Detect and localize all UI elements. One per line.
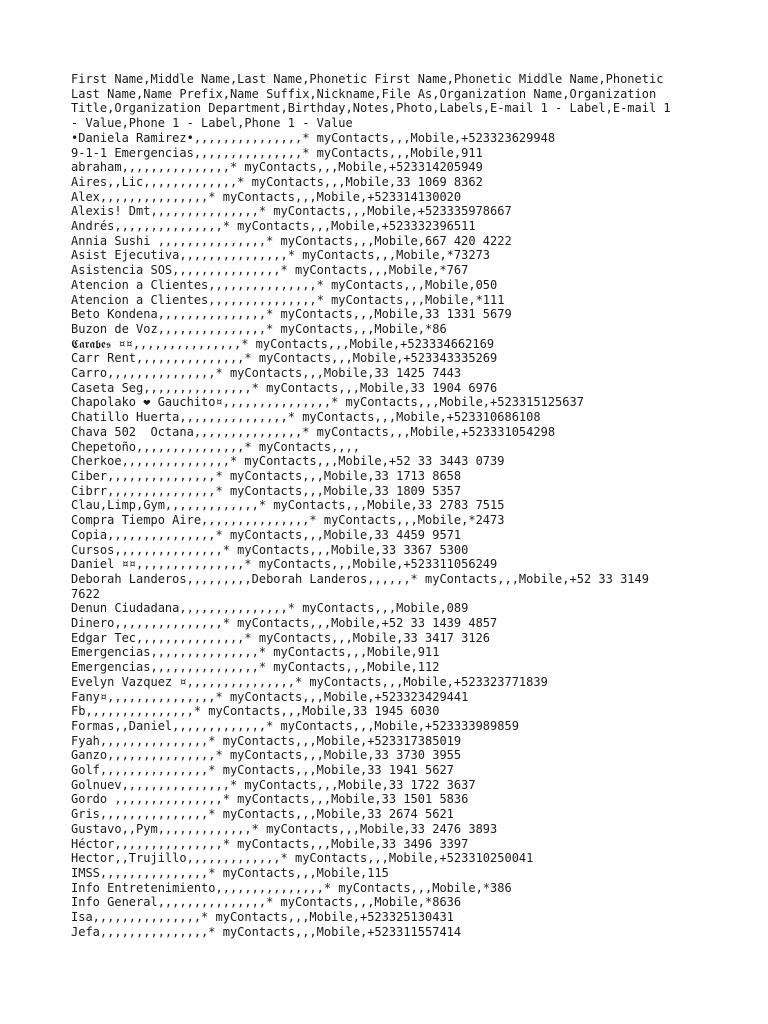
contact-row: Fyah,,,,,,,,,,,,,,,* myContacts,,,Mobile,+523317385019 [71,733,462,748]
header-line: - Value,Phone 1 - Label,Phone 1 - Value [71,116,353,131]
contact-row: Deborah Landeros,,,,,,,,,Deborah Landeros,,,,,,* myContacts,,,Mobile,+52 33 3149 [71,571,649,586]
csv-document [71,72,711,939]
contact-row: Fany¤,,,,,,,,,,,,,,,* myContacts,,,Mobile,+523323429441 [71,689,469,704]
contact-row: Formas,,Daniel,,,,,,,,,,,,,* myContacts,,,Mobile,+523333989859 [71,718,519,733]
contact-row: Buzon de Voz,,,,,,,,,,,,,,,* myContacts,,,Mobile,*86 [71,321,447,336]
contact-row: Denun Ciudadana,,,,,,,,,,,,,,,* myContacts,,,Mobile,089 [71,601,469,616]
contact-row: 9-1-1 Emergencias,,,,,,,,,,,,,,,* myContacts,,,Mobile,911 [71,145,483,160]
contact-row: Gordo ,,,,,,,,,,,,,,,* myContacts,,,Mobile,33 1501 5836 [71,792,469,807]
contact-row: Chapolako ❤ Gauchito¤,,,,,,,,,,,,,,,* myContacts,,,Mobile,+523315125637 [71,395,584,410]
csv-rows [71,131,711,940]
contact-row: Chepetoño,,,,,,,,,,,,,,,* myContacts,,,, [71,439,360,454]
contact-row: Alexis! Dmt,,,,,,,,,,,,,,,* myContacts,,,Mobile,+523335978667 [71,204,512,219]
contact-row: Cibrr,,,,,,,,,,,,,,,* myContacts,,,Mobile,33 1809 5357 [71,483,462,498]
contact-row: Atencion a Clientes,,,,,,,,,,,,,,,* myContacts,,,Mobile,050 [71,277,498,292]
contact-row: 𝕮𝖆𝖗𝖆𝖇𝖊𝖘 ¤¤,,,,,,,,,,,,,,,* myContacts,,,Mobile,+523334662169 [71,336,495,351]
contact-row: Aires,,Lic,,,,,,,,,,,,,* myContacts,,,Mobile,33 1069 8362 [71,174,483,189]
header-line: First Name,Middle Name,Last Name,Phonetic First Name,Phonetic Middle Name,Phonetic [71,72,664,86]
contact-row: Emergencias,,,,,,,,,,,,,,,* myContacts,,,Mobile,112 [71,660,440,675]
contact-row: Atencion a Clientes,,,,,,,,,,,,,,,* myContacts,,,Mobile,*111 [71,292,505,307]
contact-row: 7622 [71,586,100,601]
contact-row: Asistencia SOS,,,,,,,,,,,,,,,* myContacts,,,Mobile,*767 [71,263,469,278]
contact-row: Golnuev,,,,,,,,,,,,,,,* myContacts,,,Mobile,33 1722 3637 [71,777,476,792]
contact-row: Emergencias,,,,,,,,,,,,,,,* myContacts,,,Mobile,911 [71,645,440,660]
contact-row: Ciber,,,,,,,,,,,,,,,* myContacts,,,Mobile,33 1713 8658 [71,468,462,483]
contact-row: Evelyn Vazquez ¤,,,,,,,,,,,,,,,* myContacts,,,Mobile,+523323771839 [71,674,548,689]
contact-row: Andrés,,,,,,,,,,,,,,,* myContacts,,,Mobile,+523332396511 [71,219,476,234]
contact-row: Cherkoe,,,,,,,,,,,,,,,* myContacts,,,Mobile,+52 33 3443 0739 [71,454,505,469]
contact-row: Carro,,,,,,,,,,,,,,,* myContacts,,,Mobile,33 1425 7443 [71,366,462,381]
contact-row: Info General,,,,,,,,,,,,,,,* myContacts,,,Mobile,*8636 [71,895,462,910]
contact-row: Info Entretenimiento,,,,,,,,,,,,,,,* myContacts,,,Mobile,*386 [71,880,512,895]
contact-row: Chatillo Huerta,,,,,,,,,,,,,,,* myContacts,,,Mobile,+523310686108 [71,410,541,425]
contact-row: Caseta Seg,,,,,,,,,,,,,,,* myContacts,,,Mobile,33 1904 6976 [71,380,498,395]
contact-row: Ganzo,,,,,,,,,,,,,,,* myContacts,,,Mobile,33 3730 3955 [71,748,462,763]
csv-header [71,72,711,131]
contact-row: Cursos,,,,,,,,,,,,,,,* myContacts,,,Mobile,33 3367 5300 [71,542,469,557]
contact-row: Hector,,Trujillo,,,,,,,,,,,,,* myContacts,,,Mobile,+523310250041 [71,851,534,866]
header-line: Title,Organization Department,Birthday,Notes,Photo,Labels,E-mail 1 - Label,E-mail 1 [71,101,671,116]
contact-row: Asist Ejecutiva,,,,,,,,,,,,,,,* myContacts,,,Mobile,*73273 [71,248,491,263]
contact-row: Clau,Limp,Gym,,,,,,,,,,,,,* myContacts,,,Mobile,33 2783 7515 [71,498,505,513]
contact-row: Gustavo,,Pym,,,,,,,,,,,,,* myContacts,,,Mobile,33 2476 3893 [71,821,498,836]
contact-row: Alex,,,,,,,,,,,,,,,* myContacts,,,Mobile,+523314130020 [71,189,462,204]
contact-row: Copia,,,,,,,,,,,,,,,* myContacts,,,Mobile,33 4459 9571 [71,527,462,542]
contact-row: Golf,,,,,,,,,,,,,,,* myContacts,,,Mobile,33 1941 5627 [71,763,454,778]
header-line: Last Name,Name Prefix,Name Suffix,Nickname,File As,Organization Name,Organization [71,86,657,101]
contact-row: Beto Kondena,,,,,,,,,,,,,,,* myContacts,,,Mobile,33 1331 5679 [71,307,512,322]
contact-row: Daniel ¤¤,,,,,,,,,,,,,,,* myContacts,,,Mobile,+523311056249 [71,557,498,572]
contact-row: Chava 502 Octana,,,,,,,,,,,,,,,* myContacts,,,Mobile,+523331054298 [71,424,556,439]
contact-row: Compra Tiempo Aire,,,,,,,,,,,,,,,* myContacts,,,Mobile,*2473 [71,513,505,528]
contact-row: abraham,,,,,,,,,,,,,,,* myContacts,,,Mobile,+523314205949 [71,160,483,175]
contact-row: Dinero,,,,,,,,,,,,,,,* myContacts,,,Mobile,+52 33 1439 4857 [71,616,498,631]
contact-row: Isa,,,,,,,,,,,,,,,* myContacts,,,Mobile,+523325130431 [71,910,454,925]
contact-row: Edgar Tec,,,,,,,,,,,,,,,* myContacts,,,Mobile,33 3417 3126 [71,630,491,645]
contact-row: •Daniela Ramirez•,,,,,,,,,,,,,,,* myContacts,,,Mobile,+523323629948 [71,130,556,145]
contact-row: Héctor,,,,,,,,,,,,,,,* myContacts,,,Mobile,33 3496 3397 [71,836,469,851]
contact-row: Jefa,,,,,,,,,,,,,,,* myContacts,,,Mobile,+523311557414 [71,924,462,939]
contact-row: Carr Rent,,,,,,,,,,,,,,,* myContacts,,,Mobile,+523343335269 [71,351,498,366]
contact-row: Gris,,,,,,,,,,,,,,,* myContacts,,,Mobile,33 2674 5621 [71,807,454,822]
contact-row: Annia Sushi ,,,,,,,,,,,,,,,* myContacts,,,Mobile,667 420 4222 [71,233,512,248]
contact-row: IMSS,,,,,,,,,,,,,,,* myContacts,,,Mobile,115 [71,865,389,880]
contact-row: Fb,,,,,,,,,,,,,,,* myContacts,,,Mobile,33 1945 6030 [71,704,440,719]
